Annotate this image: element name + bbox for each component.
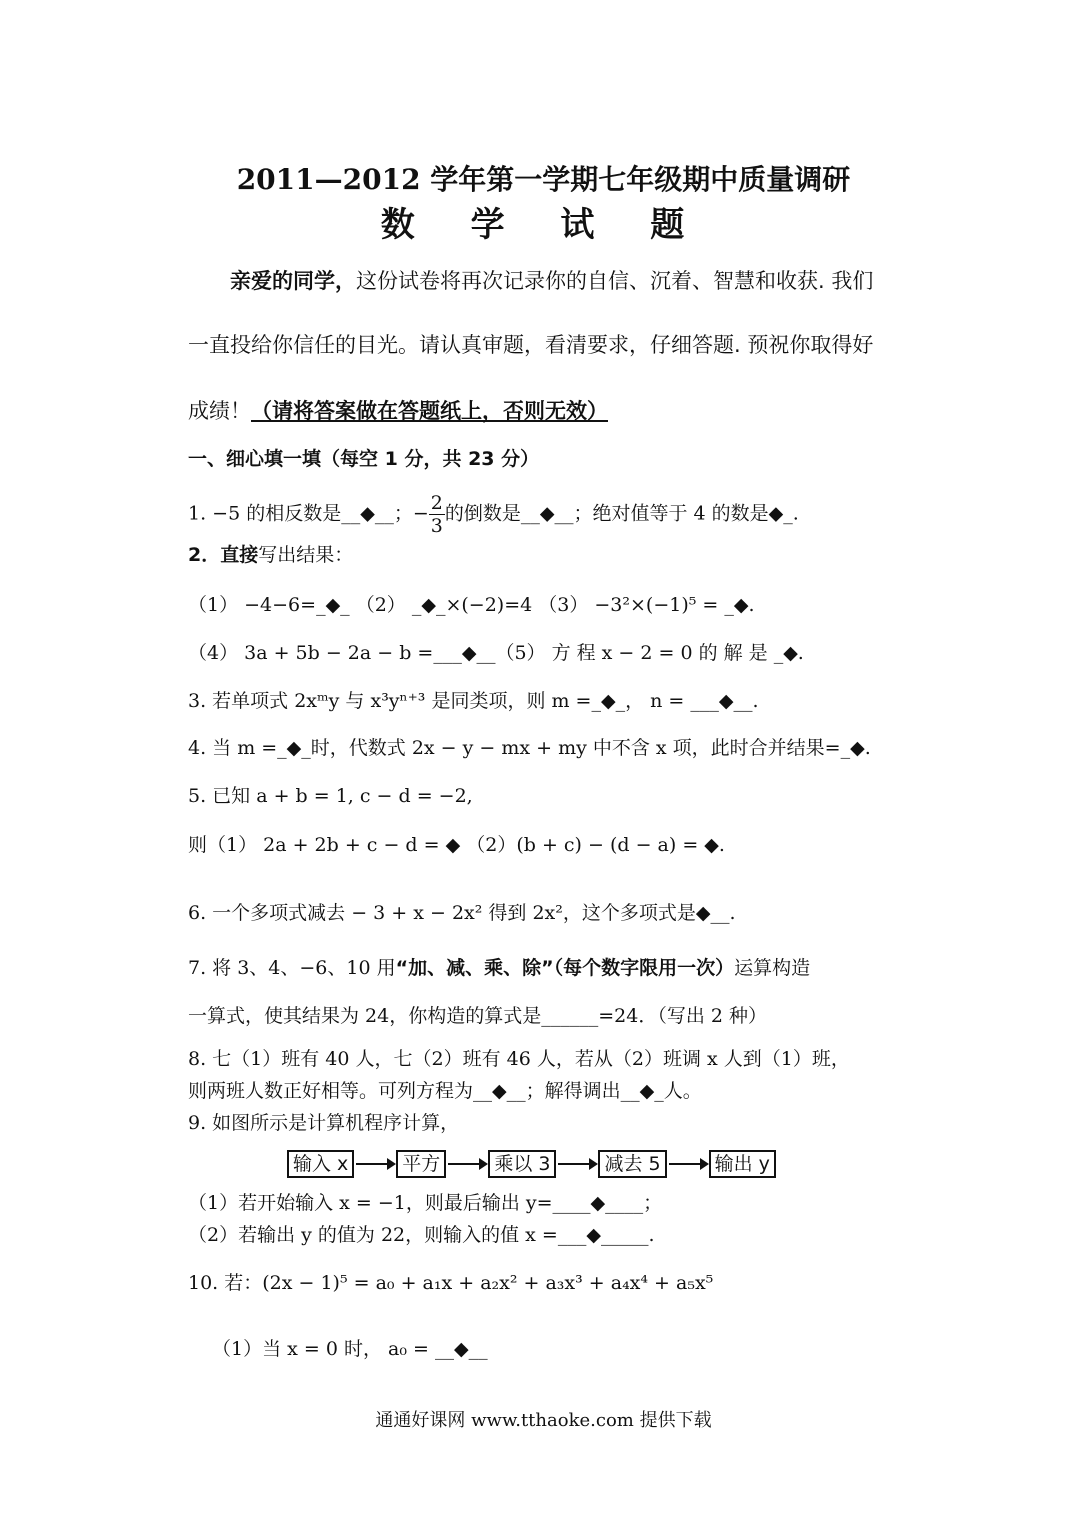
fraction-two-thirds xyxy=(429,492,445,537)
question-5-line-2: 则（1） 2a + 2b + c − d = ◆ （2）(b + c) − (d − a) = ◆. xyxy=(188,834,725,856)
flow-arrow-icon xyxy=(558,1163,596,1165)
question-9-line-1: 9. 如图所示是计算机程序计算， xyxy=(188,1112,460,1134)
question-8-line-1: 8. 七（1）班有 40 人，七（2）班有 46 人，若从（2）班调 x 人到（1）班， xyxy=(188,1048,850,1070)
page-subtitle: 数 学 试 题 xyxy=(380,205,707,245)
question-2-line-1: （1） −4−6=_◆_ （2） _◆_×(−2)=4 （3） −3²×(−1)⁵ = _◆. xyxy=(188,594,755,616)
answer-sheet-note: （请将答案做在答题纸上，否则无效） xyxy=(251,399,608,423)
intro-greeting: 亲爱的同学， xyxy=(230,269,356,293)
question-10-line-2: （1）当 x = 0 时， a₀ = __◆__ xyxy=(212,1338,488,1360)
flow-arrow-icon xyxy=(356,1163,394,1165)
intro-line-3 xyxy=(188,398,608,424)
question-2-label-rest: 写出结果： xyxy=(258,544,354,566)
question-4: 4. 当 m =_◆_时，代数式 2x − y − mx + my 中不含 x 项，此时合并结果=_◆. xyxy=(188,737,871,759)
question-7-line-1 xyxy=(188,955,810,981)
question-1-part-a: 1. −5 的相反数是__◆__；− xyxy=(188,502,429,525)
question-2-label xyxy=(188,542,353,568)
flow-box-output: 输出 y xyxy=(709,1150,776,1178)
question-10-line-1: 10. 若：(2x − 1)⁵ = a₀ + a₁x + a₂x² + a₃x³ + a₄x⁴ + a₅x⁵ xyxy=(188,1272,714,1294)
page-title: 2011—2012 学年第一学期七年级期中质量调研 xyxy=(236,163,851,196)
question-1 xyxy=(188,492,799,537)
question-2-line-2: （4） 3a + 5b − 2a − b =___◆__（5） 方 程 x − 2 = 0 的 解 是 _◆. xyxy=(188,642,804,664)
intro-line-2: 一直投给你信任的目光。请认真审题，看清要求，仔细答题. 预祝你取得好 xyxy=(188,333,874,357)
flow-box-square: 平方 xyxy=(396,1150,446,1178)
fraction-denominator: 3 xyxy=(430,515,443,537)
question-7-operations: “加、减、乘、除”（每个数字限用一次） xyxy=(395,957,735,979)
flow-box-subtract: 减去 5 xyxy=(598,1150,666,1178)
question-9-line-2: （1）若开始输入 x = −1，则最后输出 y=____◆____； xyxy=(188,1192,663,1214)
fraction-numerator: 2 xyxy=(430,492,443,514)
flow-arrow-icon xyxy=(669,1163,707,1165)
intro-line-1-rest: 这份试卷将再次记录你的自信、沉着、智慧和收获. 我们 xyxy=(356,269,874,293)
flow-box-input: 输入 x xyxy=(287,1150,354,1178)
flow-box-multiply: 乘以 3 xyxy=(488,1150,556,1178)
flow-arrow-icon xyxy=(448,1163,486,1165)
page-footer: 通通好课网 www.tthaoke.com 提供下载 xyxy=(375,1410,712,1431)
question-9-line-3: （2）若输出 y 的值为 22，则输入的值 x =___◆_____. xyxy=(188,1224,655,1246)
question-7-part-a: 7. 将 3、4、−6、10 用 xyxy=(188,957,396,979)
question-3: 3. 若单项式 2xᵐy 与 x³yⁿ⁺³ 是同类项，则 m =_◆_， n = ___◆__. xyxy=(188,690,759,712)
question-7-part-c: 运算构造 xyxy=(734,957,811,979)
question-7-line-2: 一算式，使其结果为 24，你构造的算式是______=24．（写出 2 种） xyxy=(188,1005,767,1027)
question-1-part-b: 的倒数是__◆__；绝对值等于 4 的数是◆_. xyxy=(444,502,799,525)
question-5-line-1: 5. 已知 a + b = 1, c − d = −2, xyxy=(188,785,473,807)
intro-line-1 xyxy=(230,268,873,294)
question-8-line-2: 则两班人数正好相等。可列方程为__◆__；解得调出__◆_人。 xyxy=(188,1080,702,1102)
intro-line-3-start: 成绩！ xyxy=(188,399,251,423)
program-flowchart xyxy=(287,1150,776,1178)
question-2-label-bold: 2．直接 xyxy=(188,544,259,566)
question-6: 6. 一个多项式减去 − 3 + x − 2x² 得到 2x²，这个多项式是◆__. xyxy=(188,902,736,924)
section-1-heading: 一、细心填一填（每空 1 分，共 23 分） xyxy=(188,448,540,470)
